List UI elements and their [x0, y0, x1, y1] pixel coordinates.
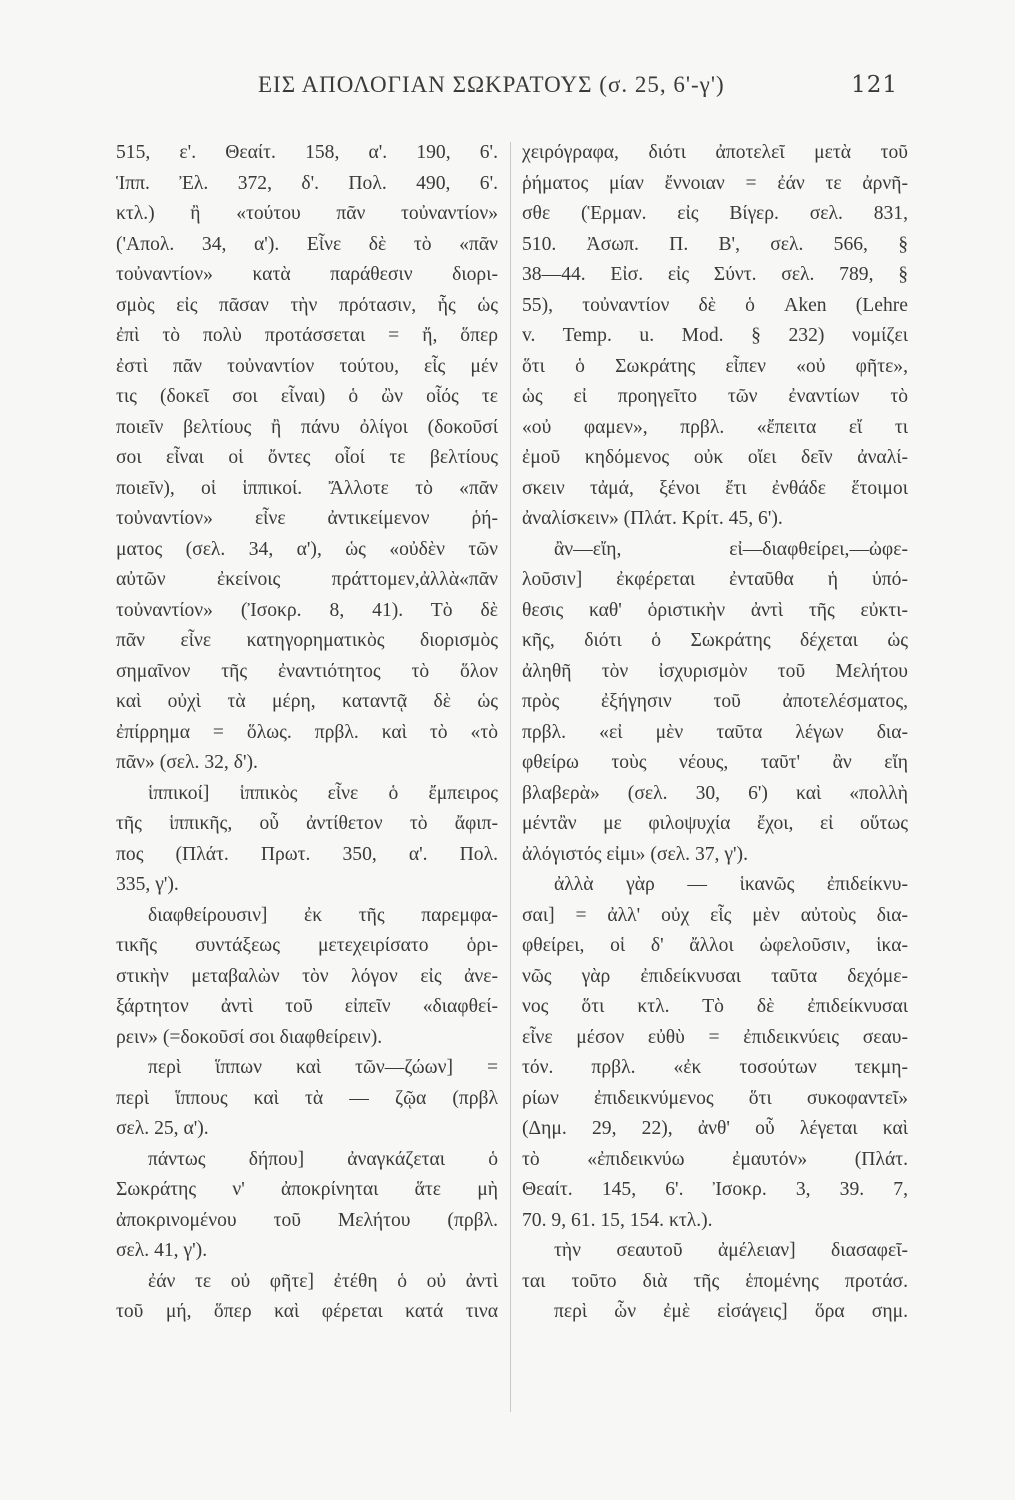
text-line: ται τοῦτο διὰ τῆς ἑπομένης προτάσ. — [522, 1270, 908, 1292]
text-line: Σωκράτης ν' ἀποκρίνηται ἅτε μὴ — [116, 1179, 498, 1200]
text-line: ἀληθῆ τὸν ἰσχυρισμὸν τοῦ Μελήτου — [522, 660, 908, 682]
page-number: 121 — [851, 72, 898, 98]
text-line: σοι εἶναι οἱ ὄντες οἷοί τε βελτίους — [116, 447, 498, 468]
text-line: (Δημ. 29, 22), ἀνθ' οὗ λέγεται καὶ — [522, 1118, 908, 1139]
text-line: ρίων ἐπιδεικνύμενος ὅτι συκοφαντεῖ» — [522, 1087, 908, 1109]
lemma-line: ἂν—εἴη, εἰ—διαφθείρει,—ὠφε- — [554, 538, 908, 560]
text-line: Θεαίτ. 145, 6'. Ἰσοκρ. 3, 39. 7, — [522, 1179, 908, 1200]
column-divider — [510, 142, 511, 1412]
lemma-line: πάντως δήπου] ἀναγκάζεται ὁ — [148, 1148, 498, 1170]
text-line: κτλ.) ἢ «τούτου πᾶν τοὐναντίον» — [116, 203, 498, 224]
text-line: σμὸς εἰς πᾶσαν τὴν πρότασιν, ἧς ὡς — [116, 294, 498, 316]
text-line: βλαβερὰ» (σελ. 30, 6') καὶ «πολλὴ — [522, 782, 908, 804]
text-line: εἶνε μέσον εὐθὺ = ἐπιδεικνύεις σεαυ- — [522, 1026, 908, 1048]
text-line: σαι] = ἀλλ' οὐχ εἷς μὲν αὐτοὺς δια- — [522, 904, 908, 926]
text-line: φθείρει, οἱ δ' ἄλλοι ὠφελοῦσιν, ἱκα- — [522, 935, 908, 956]
text-line: σημαῖνον τῆς ἐναντιότητος τὸ ὅλον — [116, 660, 498, 682]
text-line: 70. 9, 61. 15, 154. κτλ.). — [522, 1209, 713, 1231]
lemma-line: περὶ ἵππων καὶ τῶν—ζώων] = — [148, 1057, 498, 1078]
text-line: λοῦσιν] ἐκφέρεται ἐνταῦθα ἡ ὑπό- — [522, 569, 908, 590]
text-line: τοὐναντίον» εἶνε ἀντικείμενον ῥή- — [116, 508, 498, 529]
text-line: ἐπὶ τὸ πολὺ προτάσσεται = ἤ, ὅπερ — [116, 325, 498, 346]
text-line: «οὐ φαμεν», πρβλ. «ἔπειτα εἴ τι — [522, 416, 908, 438]
text-line: σθε (Ἑρμαν. εἰς Βίγερ. σελ. 831, — [522, 203, 908, 224]
text-line: ἐπίρρημα = ὅλως. πρβλ. καὶ τὸ «τὸ — [116, 721, 498, 743]
text-line: νος ὅτι κτλ. Τὸ δὲ ἐπιδείκνυσαι — [522, 996, 908, 1017]
text-line: ἐμοῦ κηδόμενος οὐκ οἴει δεῖν ἀναλί- — [522, 447, 908, 468]
text-line: αὐτῶν ἐκείνοις πράττομεν,ἀλλὰ«πᾶν — [116, 569, 498, 590]
left-column — [116, 138, 498, 1438]
text-line: θεσις καθ' ὁριστικὴν ἀντὶ τῆς εὐκτι- — [522, 599, 908, 621]
text-line: τοὐναντίον» κατὰ παράθεσιν διορι- — [116, 264, 498, 285]
text-line: φθείρω τοὺς νέους, ταῦτ' ἂν εἴη — [522, 752, 908, 773]
text-line: τῆς ἱππικῆς, οὗ ἀντίθετον τὸ ἄφιπ- — [116, 813, 498, 834]
lemma-line: διαφθείρουσιν] ἐκ τῆς παρεμφα- — [148, 904, 498, 926]
text-line: τοὐναντίον» (Ἰσοκρ. 8, 41). Τὸ δὲ — [116, 599, 498, 621]
text-line: πρὸς ἐξήγησιν τοῦ ἀποτελέσματος, — [522, 691, 908, 712]
text-line: 515, ε'. Θεαίτ. 158, α'. 190, 6'. — [116, 142, 498, 163]
lemma-line: ἐάν τε οὐ φῆτε] ἐτέθη ὁ οὐ ἀντὶ — [148, 1270, 498, 1292]
text-line: σελ. 41, γ'). — [116, 1240, 208, 1261]
text-line: ὡς εἰ προηγεῖτο τῶν ἐναντίων τὸ — [522, 386, 908, 407]
text-line: τικῆς συντάξεως μετεχειρίσατο ὁρι- — [116, 935, 498, 956]
lemma-line: ἀλλὰ γὰρ — ἱκανῶς ἐπιδείκνυ- — [554, 874, 908, 895]
text-line: 335, γ'). — [116, 874, 179, 895]
text-line: 38—44. Εἰσ. εἰς Σύντ. σελ. 789, § — [522, 264, 908, 285]
text-line: ρειν» (=δοκοῦσί σοι διαφθείρειν). — [116, 1026, 383, 1048]
text-line: πος (Πλάτ. Πρωτ. 350, α'. Πολ. — [116, 843, 498, 865]
text-line: ἀποκρινομένου τοῦ Μελήτου (πρβλ. — [116, 1209, 498, 1231]
text-line: μέντἂν με φιλοψυχία ἔχοι, εἰ οὕτως — [522, 813, 908, 834]
text-line: ('Απολ. 34, α'). Εἶνε δὲ τὸ «πᾶν — [116, 233, 498, 255]
running-title: ΕΙΣ ΑΠΟΛΟΓΙΑΝ ΣΩΚΡΑΤΟΥΣ (σ. 25, 6'-γ') — [258, 72, 725, 97]
running-header — [258, 72, 898, 98]
text-line: πρβλ. «εἰ μὲν ταῦτα λέγων δια- — [522, 721, 908, 743]
text-line: ἐστὶ πᾶν τοὐναντίον τούτου, εἷς μέν — [116, 355, 498, 377]
text-line: v. Temp. u. Mod. § 232) νομίζει — [522, 325, 908, 346]
text-line: ποιεῖν), οἱ ἱππικοί. Ἄλλοτε τὸ «πᾶν — [116, 477, 498, 499]
text-line: τις (δοκεῖ σοι εἶναι) ὁ ὢν οἷός τε — [116, 386, 498, 407]
text-line: χειρόγραφα, διότι ἀποτελεῖ μετὰ τοῦ — [522, 142, 908, 163]
text-line: πᾶν εἶνε κατηγορηματικὸς διορισμὸς — [116, 630, 498, 651]
text-line: κῆς, διότι ὁ Σωκράτης δέχεται ὡς — [522, 630, 908, 651]
text-line: πᾶν» (σελ. 32, δ'). — [116, 752, 258, 773]
text-line: ῥήματος μίαν ἔννοιαν = ἐάν τε ἀρνῆ- — [522, 172, 908, 194]
text-line: ματος (σελ. 34, α'), ὡς «οὐδὲν τῶν — [116, 538, 498, 560]
text-line: τοῦ μή, ὅπερ καὶ φέρεται κατά τινα — [116, 1301, 498, 1322]
text-line: σελ. 25, α'). — [116, 1118, 209, 1139]
text-line: ποιεῖν βελτίους ἢ πάνυ ὀλίγοι (δοκοῦσί — [116, 416, 498, 438]
text-line: τὸ «ἐπιδεικνύω ἐμαυτόν» (Πλάτ. — [522, 1148, 908, 1170]
text-line: τόν. πρβλ. «ἐκ τοσούτων τεκμη- — [522, 1057, 908, 1078]
text-line: ἀλόγιστός εἰμι» (σελ. 37, γ'). — [522, 843, 748, 865]
text-line: νῶς γὰρ ἐπιδείκνυσαι ταῦτα δεχόμε- — [522, 965, 908, 987]
text-line: 55), τοὐναντίον δὲ ὁ Aken (Lehre — [522, 294, 908, 316]
text-line: σκειν τἀμά, ξένοι ἔτι ἐνθάδε ἕτοιμοι — [522, 477, 908, 499]
lemma-line: περὶ ὧν ἐμὲ εἰσάγεις] ὅρα σημ. — [554, 1301, 908, 1322]
text-line: στικὴν μεταβαλὼν τὸν λόγον εἰς ἀνε- — [116, 965, 498, 987]
text-line: 510. Ἀσωπ. Π. Β', σελ. 566, § — [522, 233, 908, 255]
text-line: ξάρτητον ἀντὶ τοῦ εἰπεῖν «διαφθεί- — [116, 996, 498, 1017]
lemma-line: τὴν σεαυτοῦ ἀμέλειαν] διασαφεῖ- — [554, 1240, 908, 1261]
lemma-line: ἱππικοί] ἱππικὸς εἶνε ὁ ἔμπειρος — [148, 782, 498, 804]
text-line: ἀναλίσκειν» (Πλάτ. Κρίτ. 45, 6'). — [522, 508, 783, 529]
text-line: περὶ ἵππους καὶ τὰ — ζῷα (πρβλ — [116, 1087, 498, 1109]
right-column — [522, 138, 908, 1438]
text-line: ὅτι ὁ Σωκράτης εἶπεν «οὐ φῆτε», — [522, 355, 908, 377]
text-line: καὶ οὐχὶ τὰ μέρη, καταντᾷ δὲ ὡς — [116, 691, 498, 712]
text-line: Ἱππ. Ἐλ. 372, δ'. Πολ. 490, 6'. — [116, 172, 498, 194]
